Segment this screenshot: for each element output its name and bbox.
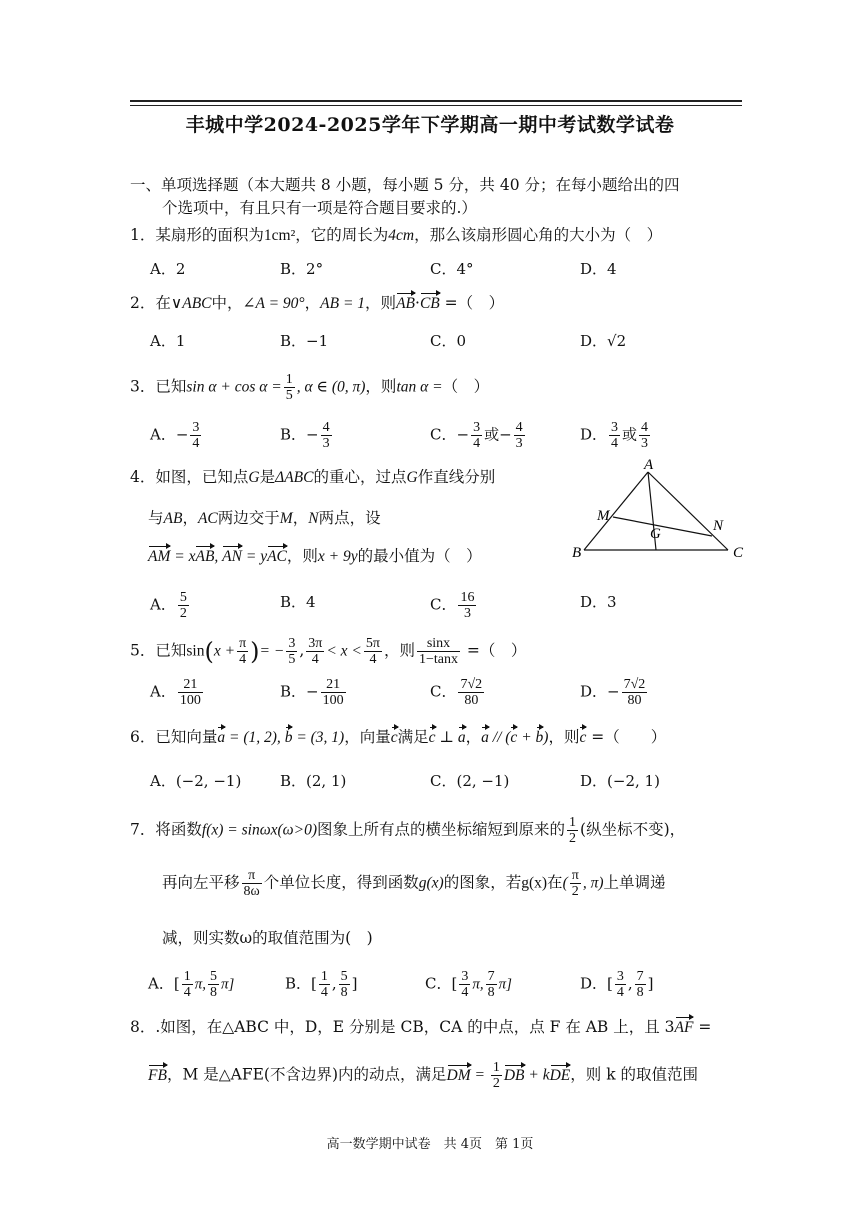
q5-option-b: B．− $\frac{21}{100}$ xyxy=(280,677,344,708)
q6-option-d: D．(−2, 1) xyxy=(580,772,660,790)
question-2: 2．在∨ABC中，∠A = 90°，AB = 1，则AB·CB =（ ） xyxy=(130,294,505,312)
q2-option-b: B．−1 xyxy=(280,332,329,350)
question-6: 6．已知向量a = (1, 2), b = (3, 1)，向量c满足c ⊥ a，a // (c + b)，则c =（ ） xyxy=(130,728,667,746)
q7-option-d: D．[ $\frac{3}{4}$ , $\frac{7}{8}$ ] xyxy=(580,969,654,1000)
label-m: M xyxy=(597,508,610,524)
question-7-line3: 减，则实数ω的取值范围为( ) xyxy=(162,929,373,947)
q2-option-a: A．1 xyxy=(150,332,186,350)
question-8-line1: 8．.如图，在△ABC 中，D，E 分别是 CB，CA 的中点，点 F 在 AB 上，且 3AF = xyxy=(130,1018,712,1036)
section1-line2: 个选项中，有且只有一项是符合题目要求的.） xyxy=(162,199,477,217)
q4-option-c: C． $\frac{16}{3}$ xyxy=(430,590,475,621)
question-3: 3．已知sin α + cos α = $\frac{1}{5}$ , α ∈ (0, π)，则tan α =（ ） xyxy=(130,372,490,403)
exam-title: 丰城中学2024-2025学年下学期高一期中考试数学试卷 xyxy=(185,114,675,136)
label-g: G xyxy=(650,526,661,542)
q3-option-b: B．− $\frac{4}{3}$ xyxy=(280,420,330,451)
q1-option-a: A．2 xyxy=(150,260,186,278)
q5-option-a: A． $\frac{21}{100}$ xyxy=(150,677,201,708)
q7-option-a: A．[ $\frac{1}{4}$ π, $\frac{5}{8}$ π] xyxy=(148,969,235,1000)
question-4-line3: AM = xAB, AN = yAC，则x + 9y的最小值为（ ） xyxy=(148,547,482,565)
q5-option-d: D．− $\frac{7√2}{80}$ xyxy=(580,677,646,708)
q3-option-c: C．− $\frac{3}{4}$ 或− $\frac{4}{3}$ xyxy=(430,420,523,451)
q6-option-b: B．(2, 1) xyxy=(280,772,347,790)
question-8-line2: FB，M 是△AFE(不含边界)内的动点，满足DM = $\frac{1}{2}$ DB + kDE，则 k 的取值范围 xyxy=(148,1060,699,1091)
question-5: 5．已知sin(x + $\frac{\pi}{4}$ )= − $\frac{3}{5}$ , $\frac{3\pi}{4}$ < x < $\frac{5\pi}{4}$ ，则 $\frac{\sin x}{1-\tan x}$ =（ ） xyxy=(130,636,527,667)
question-7-line2: 再向左平移 $\frac{\pi}{8\omega}$ 个单位长度，得到函数g(x)的图象，若g(x)在( $\frac{\pi}{2}$ , π)上单调递 xyxy=(162,868,666,899)
q2-option-d: D．√2 xyxy=(580,332,627,350)
q3-option-d: D． $\frac{3}{4}$ 或 $\frac{4}{3}$ xyxy=(580,420,649,451)
q1-option-c: C．4° xyxy=(430,260,474,278)
label-a: A xyxy=(644,458,654,473)
page-footer: 高一数学期中试卷 共 4页 第 1页 xyxy=(326,1137,534,1152)
label-b: B xyxy=(572,545,582,561)
q3-option-a: A．− $\frac{3}{4}$ xyxy=(150,420,200,451)
q7-option-b: B．[ $\frac{1}{4}$ , $\frac{5}{8}$ ] xyxy=(285,969,358,1000)
section1-line1: 一、单项选择题（本大题共 8 小题，每小题 5 分，共 40 分；在每小题给出的四 xyxy=(130,176,680,194)
question-4-line2: 与AB，AC两边交于M，N两点，设 xyxy=(148,509,381,527)
q2-option-c: C．0 xyxy=(430,332,467,350)
q5-option-c: C． $\frac{7√2}{80}$ xyxy=(430,677,483,708)
q4-triangle-figure xyxy=(570,458,750,568)
side-ab xyxy=(584,472,648,550)
q1-option-d: D．4 xyxy=(580,260,617,278)
header-rule-thin xyxy=(130,105,742,106)
question-1: 1．某扇形的面积为1cm²，它的周长为4cm，那么该扇形圆心角的大小为（ ） xyxy=(130,226,663,244)
question-7-line1: 7．将函数f(x) = sinωx(ω>0)图象上所有点的横坐标缩短到原来的 $\frac{1}{2}$ (纵坐标不变)， xyxy=(130,815,686,846)
header-rule-thick xyxy=(130,100,742,102)
label-c: C xyxy=(733,545,744,561)
q6-option-c: C．(2, −1) xyxy=(430,772,510,790)
q4-option-b: B．4 xyxy=(280,593,316,611)
q4-option-d: D．3 xyxy=(580,593,617,611)
question-4-line1: 4．如图，已知点G是ΔABC的重心，过点G作直线分别 xyxy=(130,468,496,486)
label-n: N xyxy=(713,518,724,534)
q7-option-c: C．[ $\frac{3}{4}$ π, $\frac{7}{8}$ π] xyxy=(425,969,512,1000)
q4-option-a: A． $\frac{5}{2}$ xyxy=(150,590,187,621)
q6-option-a: A．(−2, −1) xyxy=(150,772,242,790)
q1-option-b: B．2° xyxy=(280,260,324,278)
